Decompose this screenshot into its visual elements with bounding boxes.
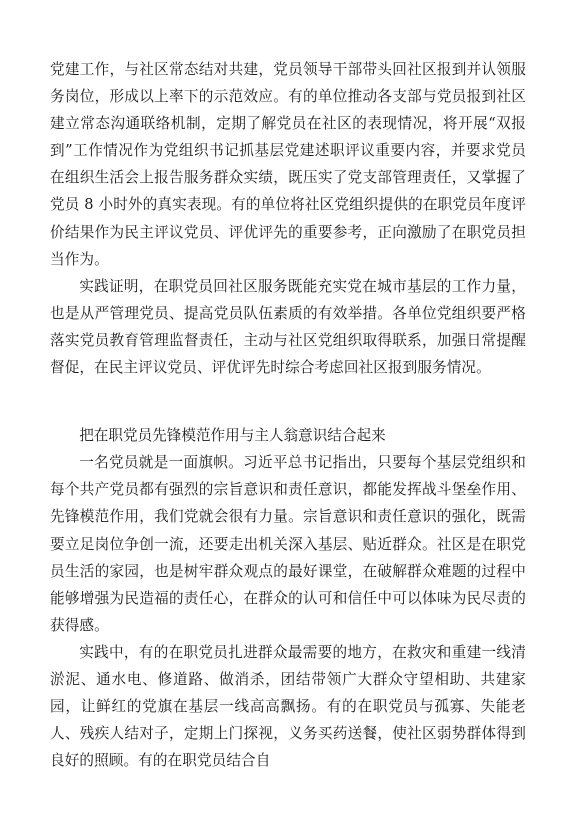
paragraph: 一名党员就是一面旗帜。习近平总书记指出，只要每个基层党组织和每个共产党员都有强烈的宗旨意识和责任意识，都能发挥战斗堡垒作用、先锋模范作用，我们党就会很有力量。宗旨意识和责任意识的强化，既需要立足岗位争创一流，还要走出机关深入基层、贴近群众。社区是在职党员生活的家园，也是树牢群众观点的最好课堂，在破解群众难题的过程中能够增强为民造福的责任心，在群众的认可和信任中可以体味为民尽责的获得感。 [50,454,526,634]
section-heading: 把在职党员先锋模范作用与主人翁意识结合起来 [79,427,386,445]
paragraph: 实践证明，在职党员回社区服务既能充实党在城市基层的工作力量，也是从严管理党员、提高党员队伍素质的有效举措。各单位党组织要严格落实党员教育管理监督责任，主动与社区党组织取得联系，加强日常提醒督促，在民主评议党员、评优评先时综合考虑回社区报到服务情况。 [50,277,526,377]
document-body [50,56,526,774]
paragraph-continued: 党建工作，与社区常态结对共建，党员领导干部带头回社区报到并认领服务岗位，形成以上率下的示范效应。有的单位推动各支部与党员报到社区建立常态沟通联络机制，定期了解党员在社区的表现情况，将开展“双报到”工作情况作为党组织书记抓基层党建述职评议重要内容，并要求党员在组织生活会上报告服务群众实绩，既压实了党支部管理责任，又掌握了党员 8 小时外的真实表现。有的单位将社区党组织提供的在职党员年度评价结果作为民主评议党员、评优评先的重要参考，正向激励了在职党员担当作为。 [50,61,526,268]
section-spacer [50,381,526,422]
paragraph: 实践中，有的在职党员扎进群众最需要的地方，在救灾和重建一线清淤泥、通水电、修道路、做消杀，团结带领广大群众守望相助、共建家园，让鲜红的党旗在基层一线高高飘扬。有的在职党员与孤寡、失能老人、残疾人结对子，定期上门探视，义务买药送餐，使社区弱势群体得到良好的照顾。有的在职党员结合自 [50,643,526,770]
